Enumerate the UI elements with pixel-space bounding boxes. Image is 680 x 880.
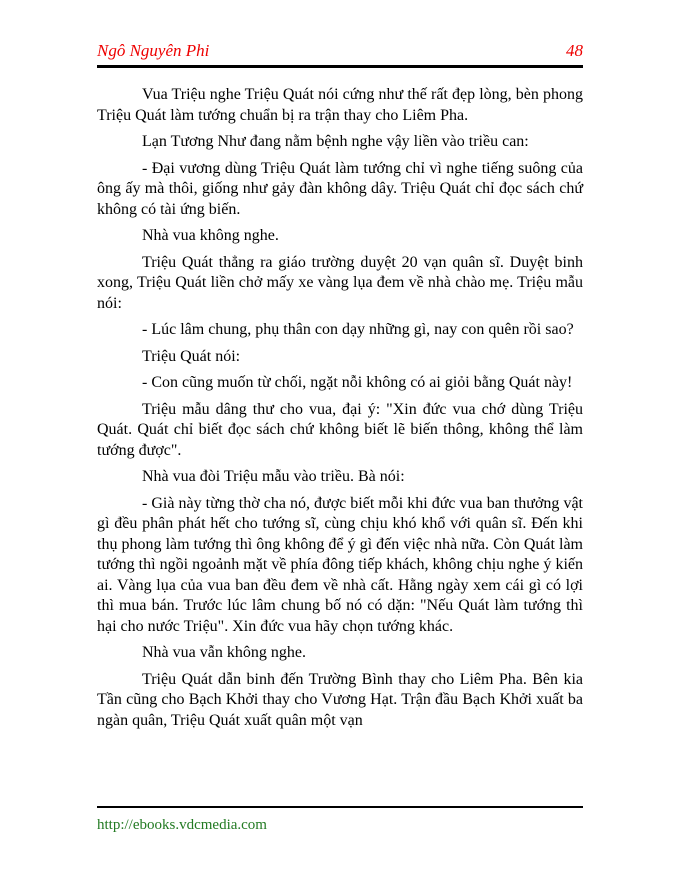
paragraph: Triệu Quát nói: <box>142 347 241 365</box>
paragraph: Triệu Quát dẫn binh đến Trường Bình thay cho Liêm Pha. Bên kia Tần cũng cho Bạch Khởi thay cho Vương Hạt. Trận đầu Bạch Khởi xuất ba ngàn quân, Triệu Quát xuất quân một vạn <box>97 670 583 729</box>
page-footer <box>97 806 583 834</box>
footer-url-link[interactable]: http://ebooks.vdcmedia.com <box>97 817 267 833</box>
paragraph: - Lúc lâm chung, phụ thân con dạy những gì, nay con quên rồi sao? <box>142 321 574 338</box>
paragraph: Vua Triệu nghe Triệu Quát nói cứng như thế rất đẹp lòng, bèn phong Triệu Quát làm tướng chuẩn bị ra trận thay cho Liêm Pha. <box>97 86 583 124</box>
page-body <box>97 85 583 731</box>
page-header <box>97 40 583 68</box>
paragraph: Nhà vua đòi Triệu mẫu vào triều. Bà nói: <box>142 468 405 485</box>
paragraph: - Đại vương dùng Triệu Quát làm tướng chỉ vì nghe tiếng suông của ông ấy mà thôi, giống như gảy đàn không dây. Triệu Quát chỉ đọc sách chứ không có tài ứng biến. <box>97 159 583 218</box>
paragraph: Lạn Tương Như đang nằm bệnh nghe vậy liền vào triều can: <box>142 133 529 150</box>
paragraph: - Già này từng thờ cha nó, được biết mỗi khi đức vua ban thưởng vật gì đều phân phát hết cho tướng sĩ, cùng chịu khó khổ với quân sĩ. Đến khi thụ phong làm tướng thì ông không để ý gì đến việc nhà nữa. Còn Quát làm tướng thì ngồi ngoảnh mặt về phía đông tiếp khách, không chịu nghe ý kiến ai. Vàng lụa của vua ban đều đem về nhà cất. Hằng ngày xem cái gì có lợi thì mua bán. Trước lúc lâm chung bố nó có dặn: "Nếu Quát làm tướng thì hại cho nước Triệu". Xin đức vua hãy chọn tướng khác. <box>97 494 583 635</box>
paragraph: Triệu Quát thẳng ra giáo trường duyệt 20 vạn quân sĩ. Duyệt binh xong, Triệu Quát liền chở mấy xe vàng lụa đem về nhà chào mẹ. Triệu mẫu nói: <box>97 253 583 312</box>
paragraph: Nhà vua vẫn không nghe. <box>142 644 306 661</box>
paragraph: - Con cũng muốn từ chối, ngặt nỗi không có ai giỏi bằng Quát này! <box>142 374 573 391</box>
paragraph: Triệu mẫu dâng thư cho vua, đại ý: "Xin đức vua chớ dùng Triệu Quát. Quát chỉ biết đọc sách chứ không biết lẽ biến thông, không thể làm tướng được". <box>97 400 583 459</box>
header-page-number: 48 <box>566 41 583 60</box>
header-author: Ngô Nguyên Phi <box>97 41 210 60</box>
paragraph: Nhà vua không nghe. <box>142 227 279 244</box>
